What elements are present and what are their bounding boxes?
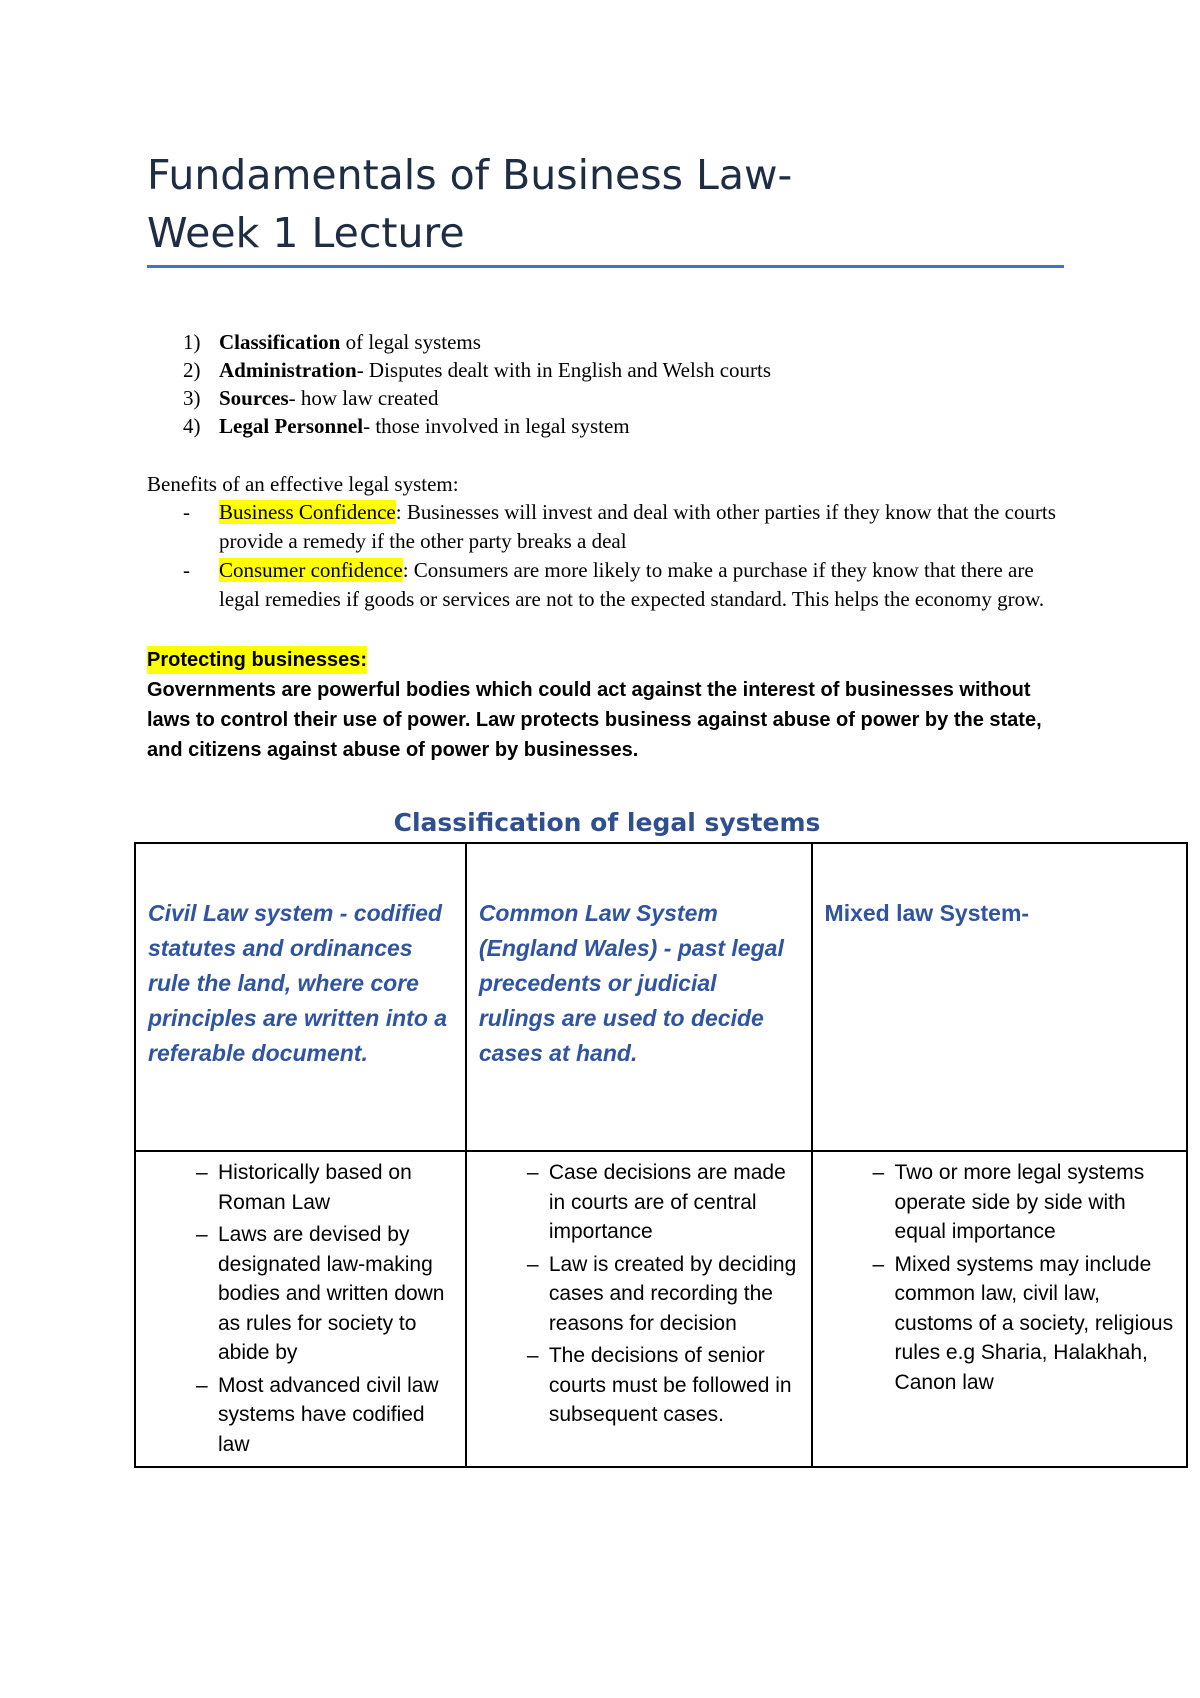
title-line-1: Fundamentals of Business Law-: [147, 151, 793, 199]
list-item: – Mixed systems may include common law, civil law, customs of a society, religious rules e.g Sharia, Halakhah, Canon law: [872, 1252, 1174, 1394]
list-item: – Case decisions are made in courts are of central importance: [526, 1161, 786, 1243]
benefits-heading: Benefits of an effective legal system:: [147, 472, 459, 496]
topic-description: - how law created: [288, 386, 439, 410]
topic-description: - those involved in legal system: [363, 414, 630, 438]
list-item: – Most advanced civil law systems have codified law: [196, 1373, 439, 1456]
classification-table: [134, 842, 1188, 1468]
civil-law-details-cell: [135, 1151, 466, 1467]
mixed-law-details-cell: [812, 1151, 1187, 1467]
topic-description: - Disputes dealt with in English and Welsh courts: [356, 358, 772, 382]
topic-term: Classification: [219, 330, 341, 354]
topic-item: [147, 356, 1067, 384]
benefit-term-highlight: Consumer confidence: [219, 558, 403, 582]
mixed-law-header: Mixed law System-: [824, 900, 1030, 926]
topic-item: [147, 328, 1067, 356]
list-item: – Laws are devised by designated law-making bodies and written down as rules for society to abide by: [196, 1223, 445, 1364]
protecting-heading: Protecting businesses:: [147, 646, 367, 674]
title-line-2: Week 1 Lecture: [147, 209, 465, 257]
topic-number: 4): [183, 414, 201, 438]
topics-list: [147, 328, 1067, 440]
benefit-text: : Consumers are more likely to make a purchase if they know that there are legal remedies if goods or services are not to the expected standard. This helps the economy grow.: [219, 558, 1045, 611]
benefit-item: [147, 556, 1067, 614]
mixed-law-points: [823, 1158, 1180, 1397]
list-item: – Historically based on Roman Law: [196, 1161, 412, 1214]
mixed-law-header-cell: [812, 843, 1187, 1151]
benefits-list: [147, 498, 1067, 614]
topic-item: [147, 384, 1067, 412]
bullet-dash: -: [183, 500, 190, 524]
topic-term: Administration: [219, 358, 357, 382]
benefit-term-highlight: Business Confidence: [219, 500, 396, 524]
common-law-header-cell: [466, 843, 812, 1151]
common-law-points: [477, 1158, 805, 1430]
civil-law-points: [146, 1158, 459, 1459]
benefit-item: [147, 498, 1067, 556]
topic-number: 3): [183, 386, 201, 410]
common-law-details-cell: [466, 1151, 812, 1467]
title-underline: [147, 265, 1064, 268]
table-caption: Classification of legal systems: [393, 808, 821, 837]
list-item: – Law is created by deciding cases and recording the reasons for decision: [526, 1252, 797, 1335]
bullet-dash: -: [183, 558, 190, 582]
list-item: – Two or more legal systems operate side by side with equal importance: [872, 1161, 1145, 1243]
table-header-row: [135, 843, 1187, 1151]
page-title: [147, 146, 1067, 262]
topic-term: Sources: [219, 386, 289, 410]
topic-term: Legal Personnel: [219, 414, 364, 438]
protecting-paragraph: Governments are powerful bodies which could act against the interest of businesses without laws to control their use of power. Law protects business against abuse of power by the state, and citizens against abuse of power by businesses.: [147, 679, 1042, 761]
common-law-header: Common Law System (England Wales) - past legal precedents or judicial rulings are used to decide cases at hand.: [478, 900, 784, 1066]
table-row: [135, 1151, 1187, 1467]
topic-description: of legal systems: [340, 330, 481, 354]
topic-number: 1): [183, 330, 201, 354]
benefit-text: : Businesses will invest and deal with other parties if they know that the courts provide a remedy if the other party breaks a deal: [219, 500, 1056, 553]
list-item: – The decisions of senior courts must be followed in subsequent cases.: [526, 1344, 792, 1426]
civil-law-header-cell: [135, 843, 466, 1151]
topic-number: 2): [183, 358, 201, 382]
topic-item: [147, 412, 1067, 440]
civil-law-header: Civil Law system - codified statutes and ordinances rule the land, where core principles are written into a referable document.: [148, 900, 448, 1066]
